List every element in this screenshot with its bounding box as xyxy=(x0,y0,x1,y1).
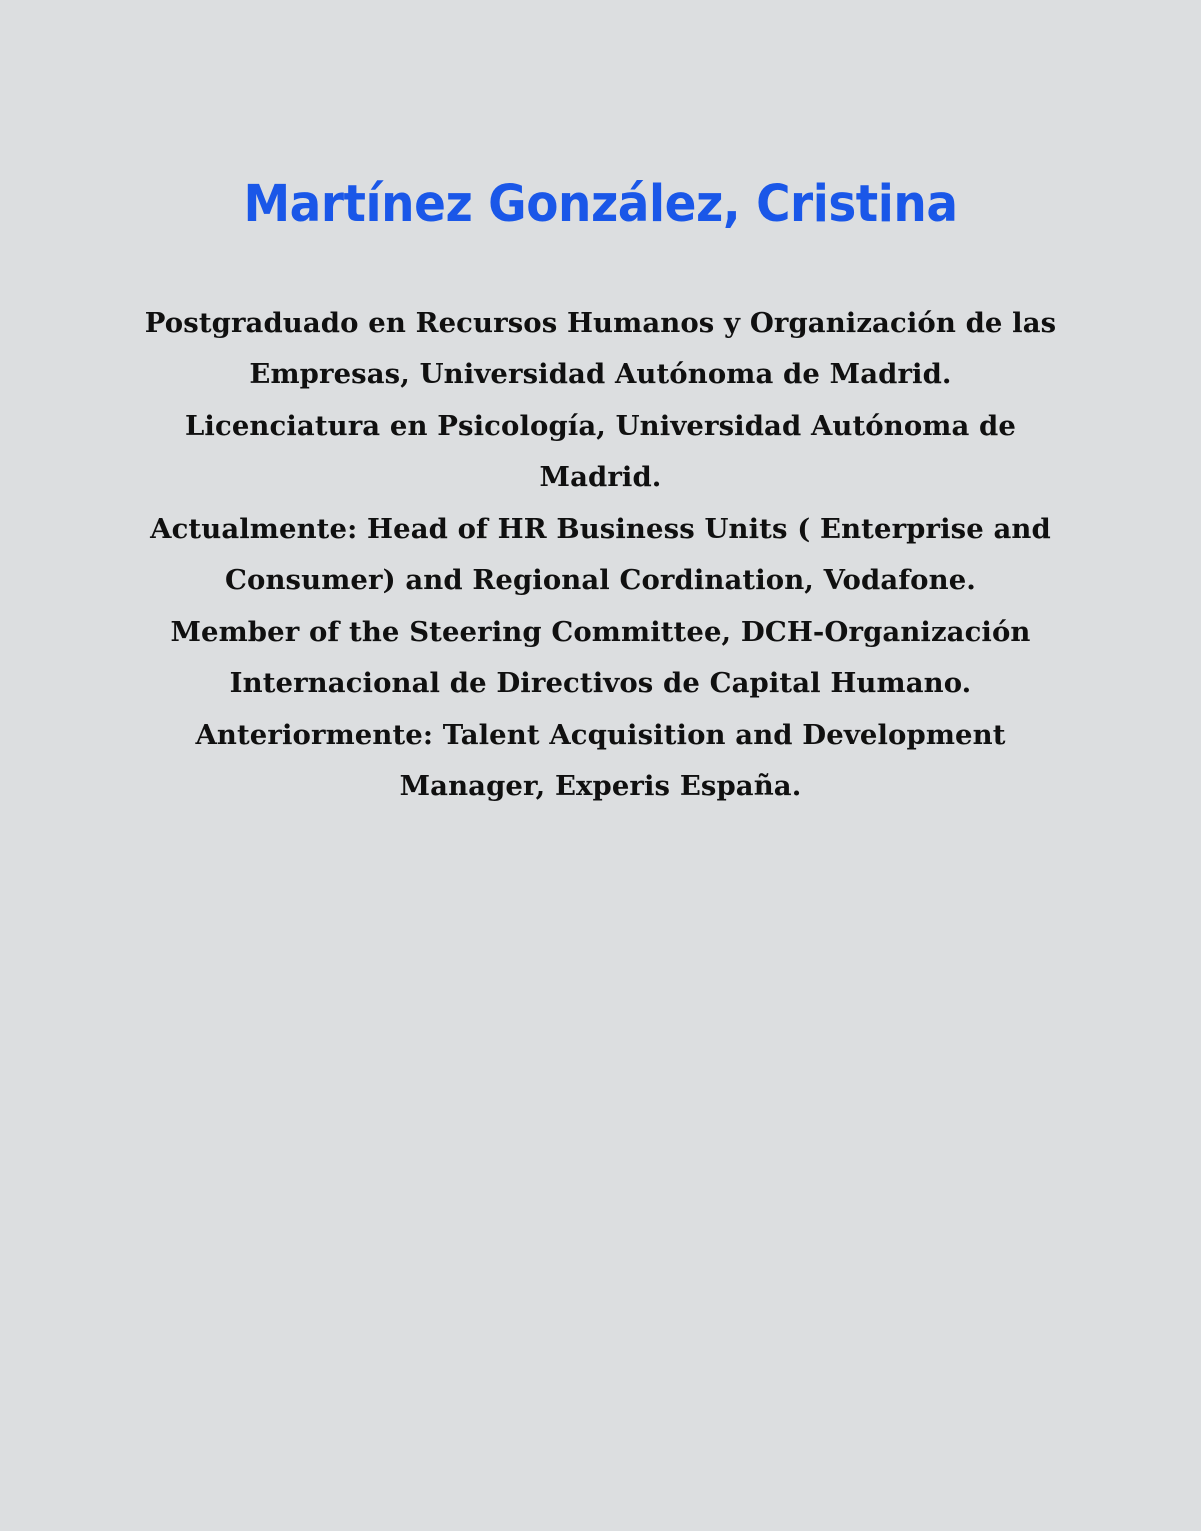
profile-biography xyxy=(112,232,1089,813)
bio-line: Internacional de Directivos de Capital Humano. xyxy=(229,667,972,700)
bio-line: Actualmente: Head of HR Business Units ( Enterprise and xyxy=(150,512,1051,545)
bio-line: Manager, Experis España. xyxy=(399,770,802,803)
bio-line: Consumer) and Regional Cordination, Vodafone. xyxy=(225,564,976,597)
bio-line: Empresas, Universidad Autónoma de Madrid. xyxy=(249,358,952,391)
bio-line: Madrid. xyxy=(539,461,662,494)
bio-line: Postgraduado en Recursos Humanos y Organización de las xyxy=(144,306,1057,339)
bio-line: Member of the Steering Committee, DCH-Organización xyxy=(170,615,1031,648)
page-title: Martínez González, Cristina xyxy=(243,175,958,234)
bio-line: Anteriormente: Talent Acquisition and Development xyxy=(195,718,1006,751)
bio-line: Licenciatura en Psicología, Universidad Autónoma de xyxy=(185,409,1016,442)
